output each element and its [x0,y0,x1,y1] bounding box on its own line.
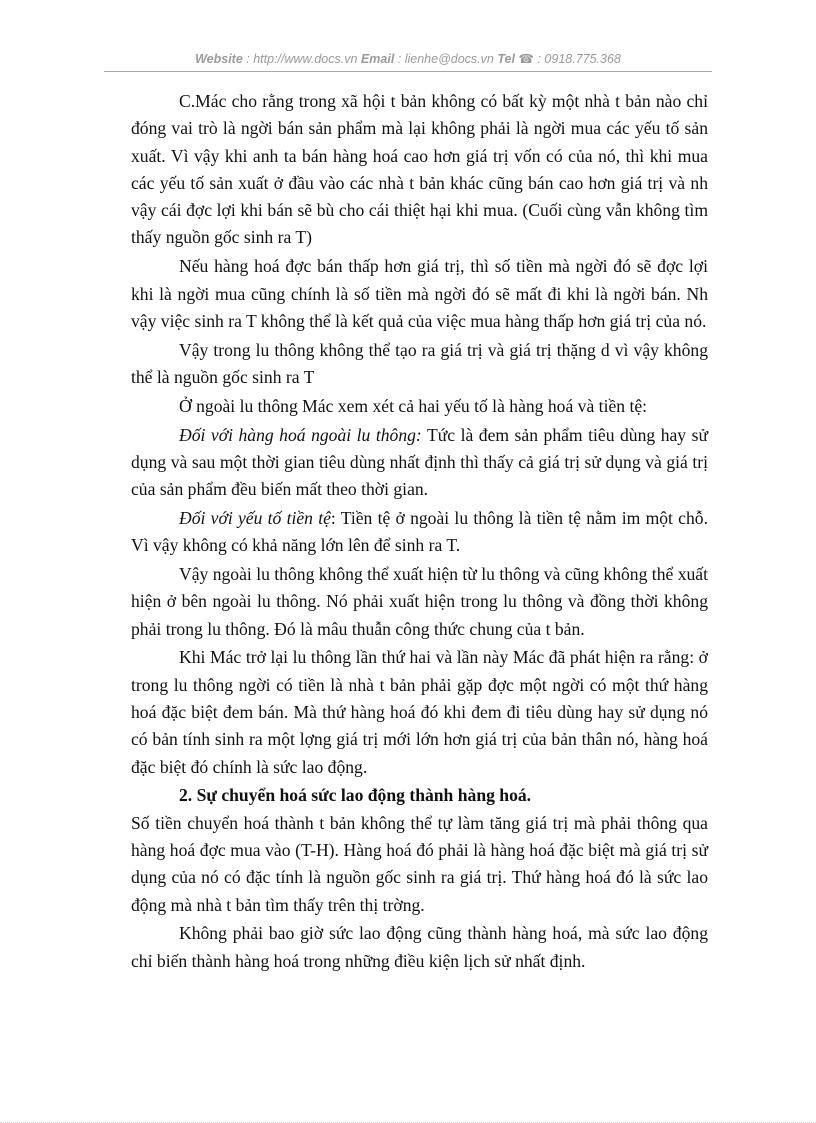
header-divider [104,71,712,72]
paragraph-8: Không phải bao giờ sức lao động cũng thành hàng hoá, mà sức lao động chỉ biến thành hàng hoá trong những điều kiện lịch sử nhất định. [131,923,708,971]
italic-lead-money: Đối với yếu tố tiền tệ [179,507,331,528]
paragraph-2: Nếu hàng hoá đợc bán thấp hơn giá trị, thì số tiền mà ngời đó sẽ đợc lợi khi là ngời mua cũng chính là số tiền mà ngời đó sẽ mất đi khi là ngời bán. Nh vậy việc sinh ra T không thể là kết quả của việc mua hàng thấp hơn giá trị của nó. [131,256,708,331]
email-value[interactable]: : lienhe@docs.vn [397,52,494,66]
italic-lead-goods: Đối với hàng hoá ngoài lu thông: [179,424,422,445]
document-body [131,88,708,977]
email-label: Email [360,52,395,66]
page-header [0,51,816,66]
section-heading: 2. Sự chuyển hoá sức lao động thành hàng hoá. [179,785,532,806]
tel-value: : 0918.775.368 [537,52,621,66]
paragraph-4: Ở ngoài lu thông Mác xem xét cả hai yếu tố là hàng hoá và tiền tệ: [179,395,648,416]
paragraph-5: Vậy ngoài lu thông không thể xuất hiện từ lu thông và cũng không thể xuất hiện ở bên ngoài lu thông. Nó phải xuất hiện trong lu thông và đồng thời không phải trong lu thông. Đó là mâu thuẫn công thức chung của t bản. [131,564,708,639]
paragraph-money-factor [131,505,708,560]
paragraph-6: Khi Mác trở lại lu thông lần thứ hai và lần này Mác đã phát hiện ra rằng: ở trong lu thông ngời có tiền là nhà t bản phải gặp đợc một ngời có một thứ hàng hoá đặc biệt đem bán. Mà thứ hàng hoá đó khi đem đi tiêu dùng hay sử dụng nó có bản tính sinh ra một lợng giá trị mới lớn hơn giá trị của bản thân nó, hàng hoá đặc biệt đó chính là sức lao động. [131,647,708,777]
paragraph-1: C.Mác cho rằng trong xã hội t bản không có bất kỳ một nhà t bản nào chỉ đóng vai trò là ngời bán sản phẩm mà lại không phải là ngời mua các yếu tố sản xuất. Vì vậy khi anh ta bán hàng hoá cao hơn giá trị vốn có của nó, thì khi mua các yếu tố sản xuất ở đầu vào các nhà t bản khác cũng bán cao hơn giá trị và nh vậy cái đợc lợi khi bán sẽ bù cho cái thiệt hại khi mua. (Cuối cùng vẫn không tìm thấy nguồn gốc sinh ra T) [131,91,708,248]
paragraph-money-text: : Tiền tệ ở ngoài lu thông là tiền tệ nằm im một chỗ. Vì vậy không có khả năng lớn lên để sinh ra T. [131,507,708,556]
website-value[interactable]: : http://www.docs.vn [246,52,358,66]
tel-label: Tel ☎ [497,52,534,66]
paragraph-goods-outside-circulation [131,422,708,504]
paragraph-goods-text: Tức là đem sản phẩm tiêu dùng hay sử dụng và sau một thời gian tiêu dùng nhất định thì thấy cả giá trị sử dụng và giá trị của sản phẩm đều biến mất theo thời gian. [131,424,708,500]
website-label: Website [195,52,243,66]
paragraph-3: Vậy trong lu thông không thể tạo ra giá trị và giá trị thặng d vì vậy không thể là nguồn gốc sinh ra T [131,339,708,387]
paragraph-7: Số tiền chuyển hoá thành t bản không thể tự làm tăng giá trị mà phải thông qua hàng hoá đợc mua vào (T-H). Hàng hoá đó phải là hàng hoá đặc biệt mà giá trị sử dụng của nó có đặc tính là nguồn gốc sinh ra giá trị. Thứ hàng hoá đó là sức lao động mà nhà t bản tìm thấy trên thị trờng. [131,812,708,915]
